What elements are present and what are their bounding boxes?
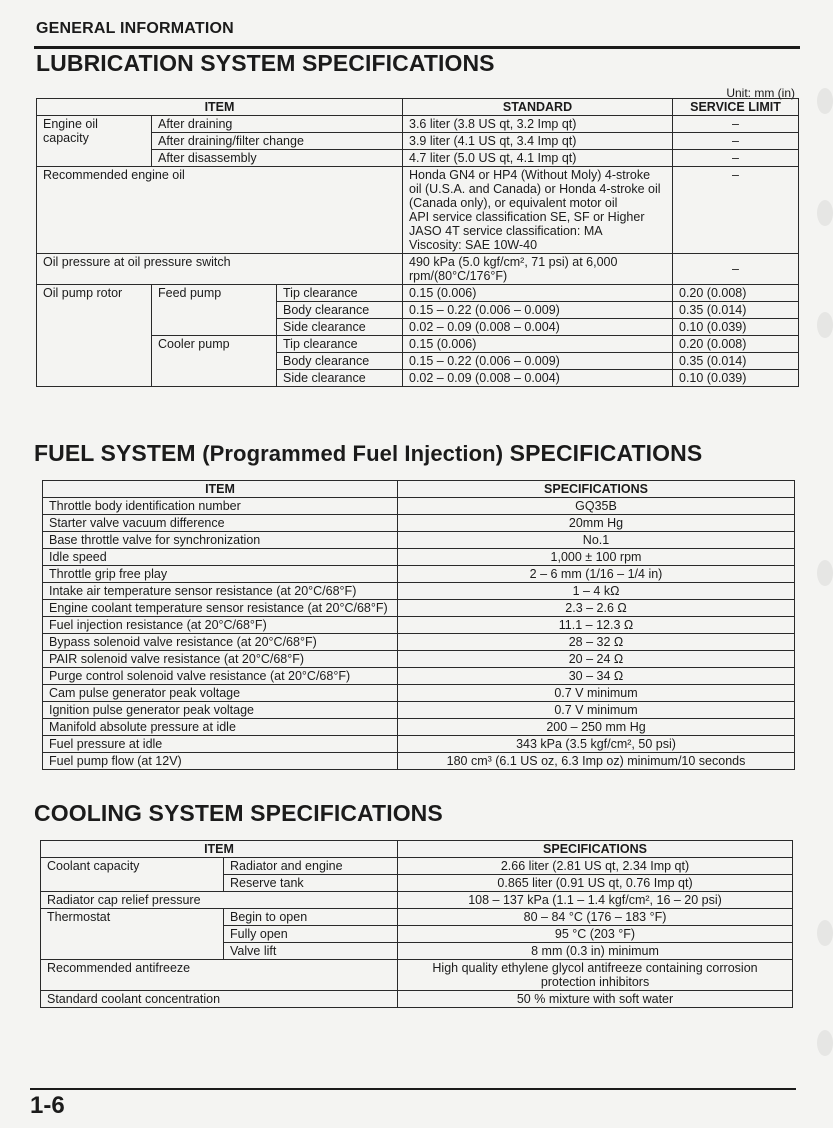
fuel-title: [34, 440, 702, 467]
fuel-spec: 30 – 34 Ω: [398, 668, 795, 685]
concentration-spec: 50 % mixture with soft water: [398, 991, 793, 1008]
side-limit: 0.10 (0.039): [673, 370, 799, 387]
table-header-row: [37, 99, 799, 116]
binder-hole: [817, 200, 833, 226]
fuel-spec: 1,000 ± 100 rpm: [398, 549, 795, 566]
col-item: ITEM: [43, 481, 398, 498]
feed-pump: Feed pump: [152, 285, 277, 336]
pump-rotor: Oil pump rotor: [37, 285, 152, 387]
coolant-capacity: Coolant capacity: [41, 858, 224, 892]
valve-lift: Valve lift: [224, 943, 398, 960]
cap-relief-spec: 108 – 137 kPa (1.1 – 1.4 kgf/cm², 16 – 20 psi): [398, 892, 793, 909]
binder-hole: [817, 1030, 833, 1056]
side-std: 0.02 – 0.09 (0.008 – 0.004): [403, 319, 673, 336]
fully-open-spec: 95 °C (203 °F): [398, 926, 793, 943]
table-header-row: [43, 481, 795, 498]
cooling-table: [40, 840, 793, 1008]
oil-pressure-std: 490 kPa (5.0 kgf/cm², 71 psi) at 6,000 rpm/(80°C/176°F): [403, 254, 673, 285]
fuel-spec: 343 kPa (3.5 kgf/cm², 50 psi): [398, 736, 795, 753]
reserve-tank-spec: 0.865 liter (0.91 US qt, 0.76 Imp qt): [398, 875, 793, 892]
body-std: 0.15 – 0.22 (0.006 – 0.009): [403, 302, 673, 319]
table-row: [43, 549, 795, 566]
table-row: [41, 858, 793, 875]
table-row: [43, 515, 795, 532]
fuel-item: Fuel pump flow (at 12V): [43, 753, 398, 770]
fuel-item: Bypass solenoid valve resistance (at 20°C/68°F): [43, 634, 398, 651]
table-row: [37, 150, 799, 167]
table-row: [43, 753, 795, 770]
fuel-spec: 0.7 V minimum: [398, 685, 795, 702]
fuel-spec: 2 – 6 mm (1/16 – 1/4 in): [398, 566, 795, 583]
table-row: [43, 651, 795, 668]
footer-rule: [30, 1088, 796, 1090]
fuel-spec: GQ35B: [398, 498, 795, 515]
fuel-item: Manifold absolute pressure at idle: [43, 719, 398, 736]
fuel-spec: 20mm Hg: [398, 515, 795, 532]
table-row: [43, 685, 795, 702]
col-item: ITEM: [41, 841, 398, 858]
table-row: [37, 167, 799, 254]
fuel-item: Ignition pulse generator peak voltage: [43, 702, 398, 719]
after-draining: After draining: [152, 116, 403, 133]
after-draining-std: 3.6 liter (3.8 US qt, 3.2 Imp qt): [403, 116, 673, 133]
tip-std: 0.15 (0.006): [403, 336, 673, 353]
fuel-item: Idle speed: [43, 549, 398, 566]
table-row: [43, 498, 795, 515]
oil-pressure: Oil pressure at oil pressure switch: [37, 254, 403, 285]
table-row: [43, 617, 795, 634]
body-limit: 0.35 (0.014): [673, 302, 799, 319]
fuel-spec: 180 cm³ (6.1 US oz, 6.3 Imp oz) minimum/10 seconds: [398, 753, 795, 770]
after-disassembly-std: 4.7 liter (5.0 US qt, 4.1 Imp qt): [403, 150, 673, 167]
table-row: [43, 736, 795, 753]
fuel-spec: 1 – 4 kΩ: [398, 583, 795, 600]
side-std: 0.02 – 0.09 (0.008 – 0.004): [403, 370, 673, 387]
after-filter: After draining/filter change: [152, 133, 403, 150]
lubrication-table: [36, 98, 799, 387]
fuel-spec: 20 – 24 Ω: [398, 651, 795, 668]
fuel-item: PAIR solenoid valve resistance (at 20°C/68°F): [43, 651, 398, 668]
col-service-limit: SERVICE LIMIT: [673, 99, 799, 116]
body-std: 0.15 – 0.22 (0.006 – 0.009): [403, 353, 673, 370]
table-row: [43, 600, 795, 617]
fuel-title-c: SPECIFICATIONS: [503, 440, 703, 466]
col-item: ITEM: [37, 99, 403, 116]
side-clearance: Side clearance: [277, 319, 403, 336]
reserve-tank: Reserve tank: [224, 875, 398, 892]
table-row: [43, 719, 795, 736]
cooler-pump: Cooler pump: [152, 336, 277, 387]
begin-open: Begin to open: [224, 909, 398, 926]
thermostat: Thermostat: [41, 909, 224, 960]
table-row: [41, 909, 793, 926]
fuel-item: Cam pulse generator peak voltage: [43, 685, 398, 702]
fuel-item: Intake air temperature sensor resistance (at 20°C/68°F): [43, 583, 398, 600]
recommended-oil-std: Honda GN4 or HP4 (Without Moly) 4-stroke oil (U.S.A. and Canada) or Honda 4-stroke oil (Canada only), or equivalent motor oil API service classification SE, SF or Higher JASO 4T service classification: MA Viscosity: SAE 10W-40: [403, 167, 673, 254]
fuel-item: Throttle body identification number: [43, 498, 398, 515]
cooling-title: COOLING SYSTEM SPECIFICATIONS: [34, 800, 443, 826]
tip-limit: 0.20 (0.008): [673, 285, 799, 302]
radiator-engine: Radiator and engine: [224, 858, 398, 875]
begin-open-spec: 80 – 84 °C (176 – 183 °F): [398, 909, 793, 926]
antifreeze-spec: High quality ethylene glycol antifreeze containing corrosion protection inhibitors: [398, 960, 793, 991]
limit-dash: –: [673, 116, 799, 133]
fuel-item: Engine coolant temperature sensor resistance (at 20°C/68°F): [43, 600, 398, 617]
fuel-item: Fuel injection resistance (at 20°C/68°F): [43, 617, 398, 634]
lubrication-title: LUBRICATION SYSTEM SPECIFICATIONS: [36, 50, 495, 76]
fuel-item: Throttle grip free play: [43, 566, 398, 583]
fuel-item: Purge control solenoid valve resistance (at 20°C/68°F): [43, 668, 398, 685]
table-row: [43, 566, 795, 583]
fuel-spec: 2.3 – 2.6 Ω: [398, 600, 795, 617]
oil-capacity-label: Engine oil capacity: [37, 116, 152, 167]
fuel-title-b: (Programmed Fuel Injection): [202, 441, 504, 466]
table-row: [43, 702, 795, 719]
tip-limit: 0.20 (0.008): [673, 336, 799, 353]
table-row: [37, 254, 799, 285]
body-clearance: Body clearance: [277, 353, 403, 370]
limit-dash: –: [673, 167, 799, 254]
fuel-spec: 28 – 32 Ω: [398, 634, 795, 651]
table-row: [37, 285, 799, 302]
limit-dash: –: [673, 150, 799, 167]
table-row: [43, 668, 795, 685]
fuel-item: Base throttle valve for synchronization: [43, 532, 398, 549]
tip-clearance: Tip clearance: [277, 285, 403, 302]
table-row: [41, 991, 793, 1008]
table-row: [41, 892, 793, 909]
binder-hole: [817, 88, 833, 114]
fuel-title-a: FUEL SYSTEM: [34, 440, 203, 466]
fully-open: Fully open: [224, 926, 398, 943]
binder-hole: [817, 920, 833, 946]
fuel-spec: No.1: [398, 532, 795, 549]
col-standard: STANDARD: [403, 99, 673, 116]
antifreeze: Recommended antifreeze: [41, 960, 398, 991]
limit-dash: –: [673, 254, 799, 285]
table-row: [37, 133, 799, 150]
body-clearance: Body clearance: [277, 302, 403, 319]
after-disassembly: After disassembly: [152, 150, 403, 167]
table-row: [43, 583, 795, 600]
binder-hole: [817, 560, 833, 586]
concentration: Standard coolant concentration: [41, 991, 398, 1008]
limit-dash: –: [673, 133, 799, 150]
side-limit: 0.10 (0.039): [673, 319, 799, 336]
valve-lift-spec: 8 mm (0.3 in) minimum: [398, 943, 793, 960]
section-header: GENERAL INFORMATION: [36, 20, 234, 37]
side-clearance: Side clearance: [277, 370, 403, 387]
unit-label: Unit: mm (in): [726, 86, 795, 100]
fuel-item: Fuel pressure at idle: [43, 736, 398, 753]
after-filter-std: 3.9 liter (4.1 US qt, 3.4 Imp qt): [403, 133, 673, 150]
table-row: [37, 336, 799, 353]
fuel-item: Starter valve vacuum difference: [43, 515, 398, 532]
fuel-table: [42, 480, 795, 770]
table-row: [43, 634, 795, 651]
table-row: [37, 116, 799, 133]
cap-relief: Radiator cap relief pressure: [41, 892, 398, 909]
fuel-spec: 11.1 – 12.3 Ω: [398, 617, 795, 634]
fuel-spec: 0.7 V minimum: [398, 702, 795, 719]
page-number: 1-6: [30, 1092, 65, 1119]
header-rule: [34, 46, 800, 49]
body-limit: 0.35 (0.014): [673, 353, 799, 370]
radiator-engine-spec: 2.66 liter (2.81 US qt, 2.34 Imp qt): [398, 858, 793, 875]
recommended-oil: Recommended engine oil: [37, 167, 403, 254]
table-header-row: [41, 841, 793, 858]
col-specifications: SPECIFICATIONS: [398, 841, 793, 858]
table-row: [41, 960, 793, 991]
table-row: [43, 532, 795, 549]
tip-clearance: Tip clearance: [277, 336, 403, 353]
tip-std: 0.15 (0.006): [403, 285, 673, 302]
fuel-spec: 200 – 250 mm Hg: [398, 719, 795, 736]
col-specifications: SPECIFICATIONS: [398, 481, 795, 498]
binder-hole: [817, 312, 833, 338]
